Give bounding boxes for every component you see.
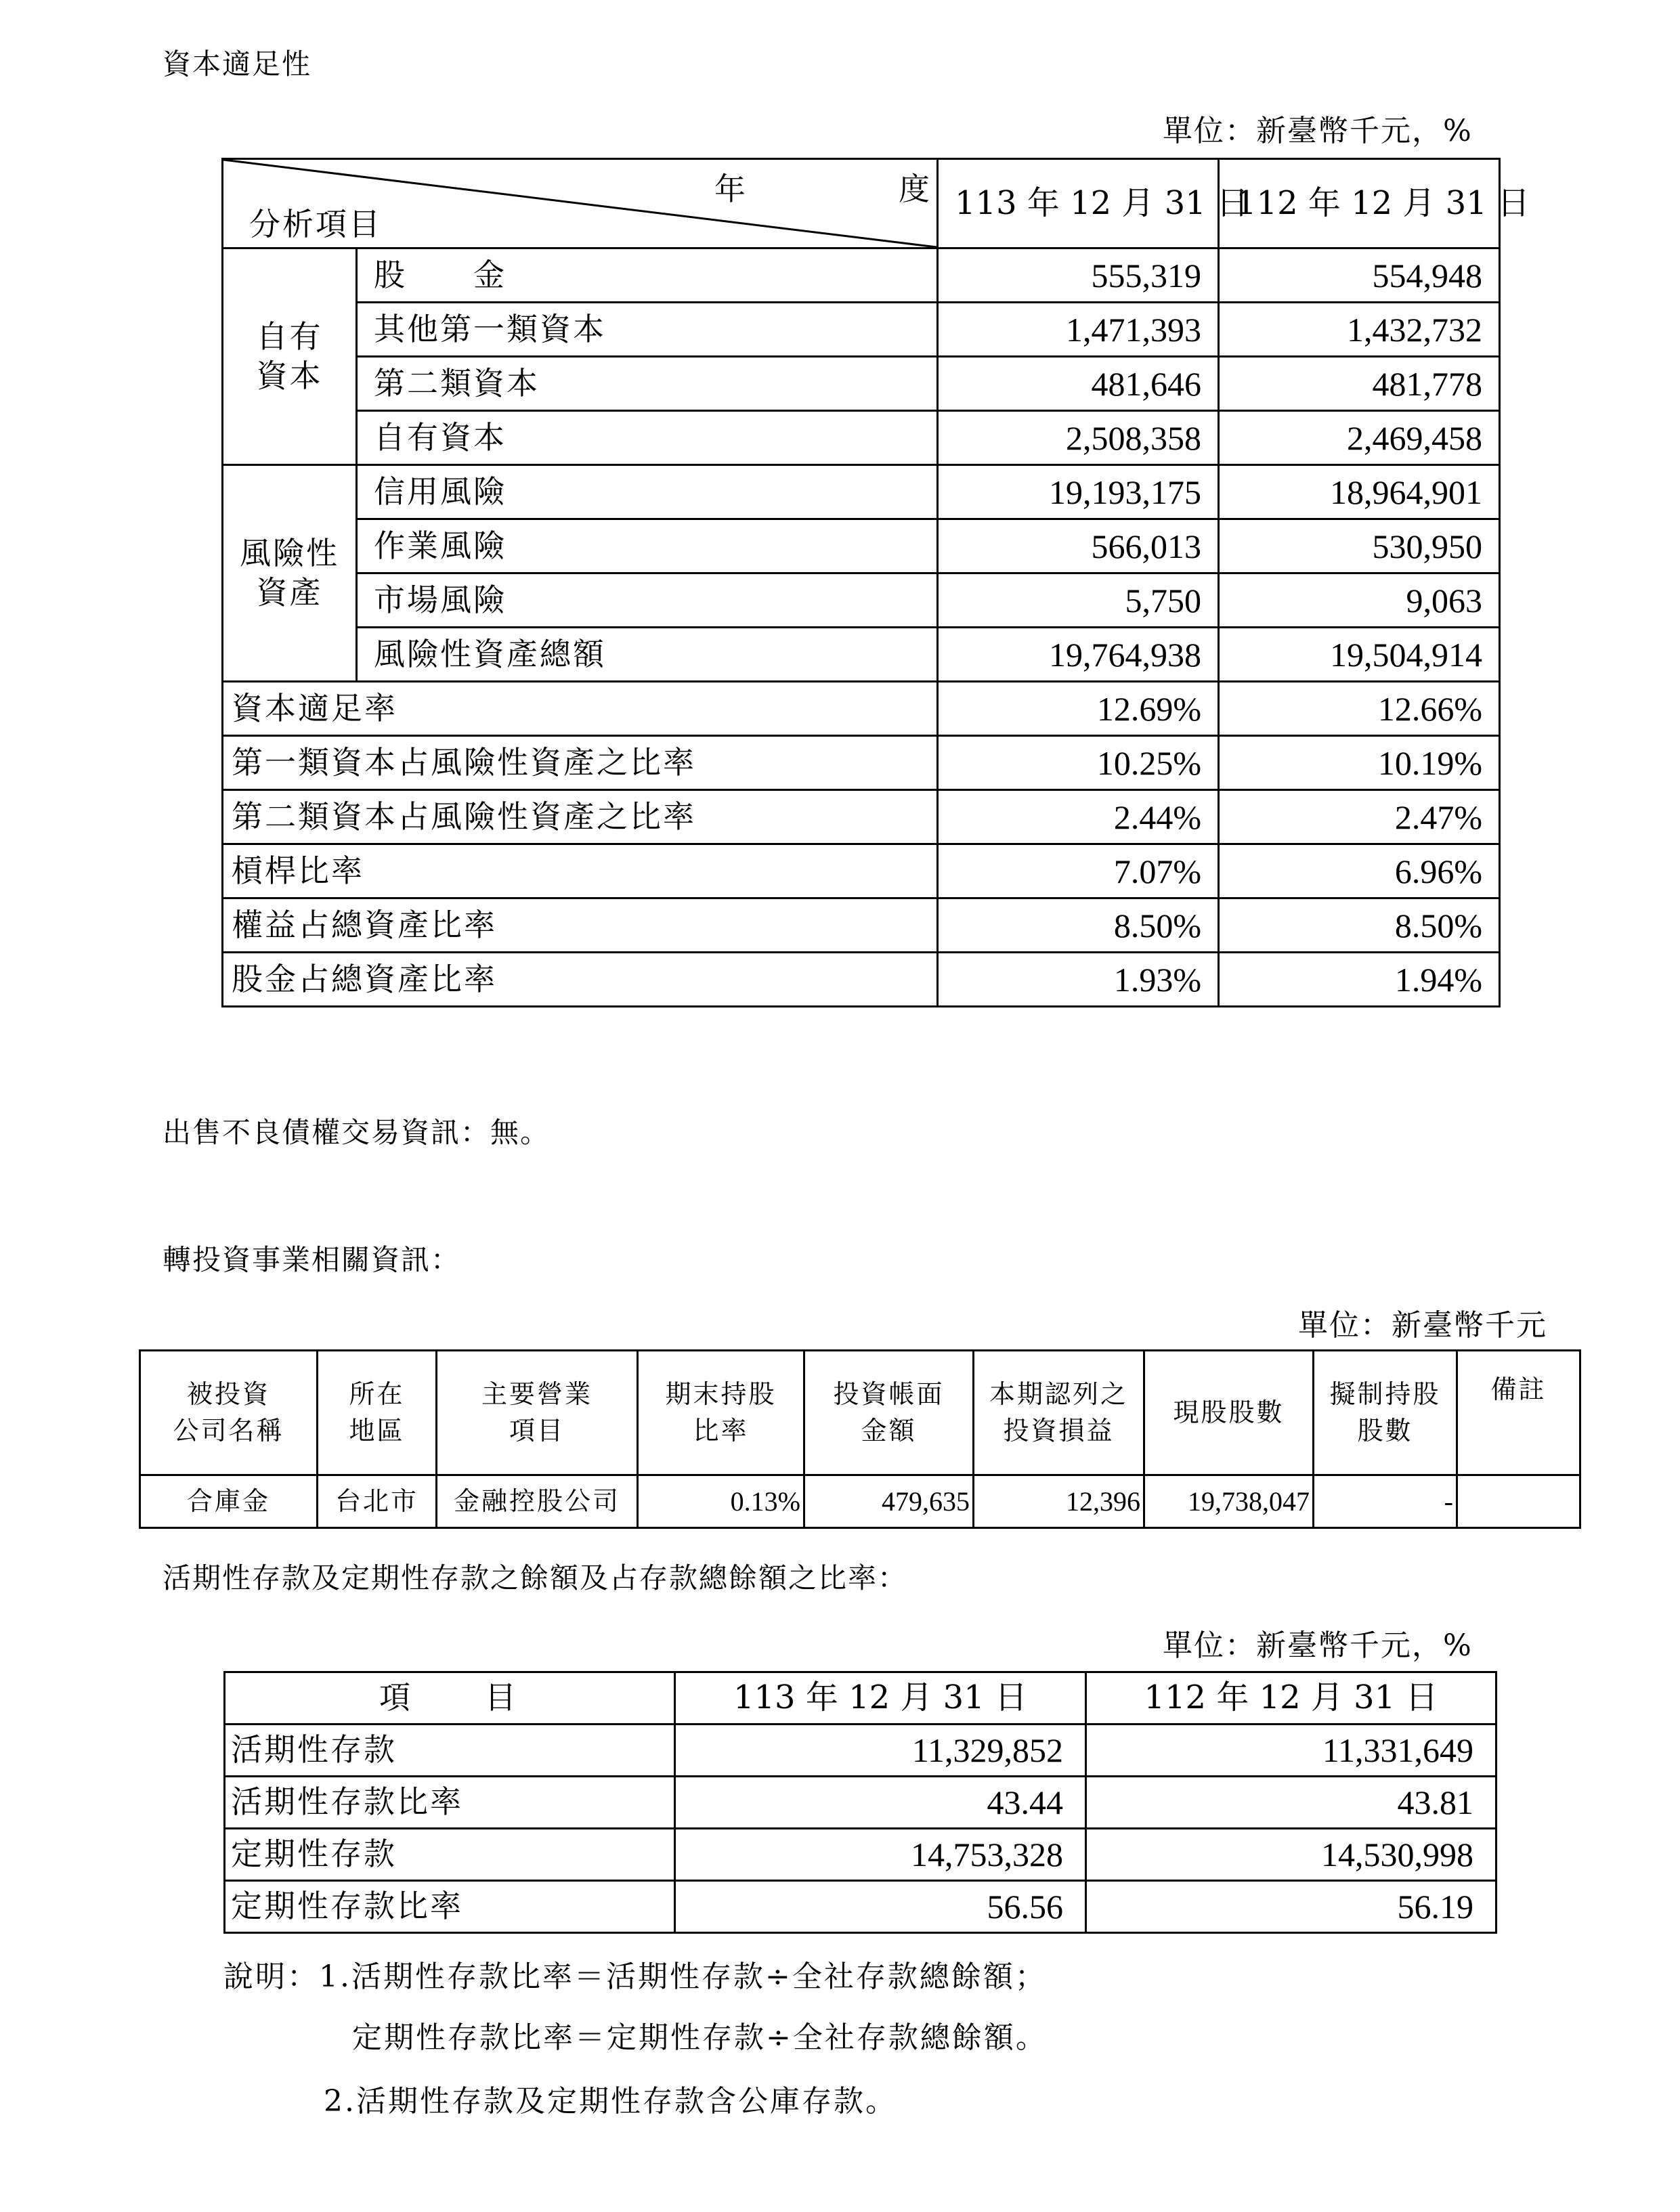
row-label: 自有資本 (357, 411, 938, 465)
value-113: 555,319 (938, 248, 1219, 303)
cell-business: 金融控股公司 (437, 1475, 638, 1528)
value-113: 5,750 (938, 573, 1219, 628)
investments-unit-label: 單位：新臺幣千元 (1298, 1308, 1547, 1343)
header-year-label: 年 度 (714, 171, 991, 207)
table-row (223, 411, 1500, 465)
cell-remark (1457, 1475, 1580, 1528)
value-113: 14,753,328 (675, 1829, 1086, 1881)
ratio-label: 第一類資本占風險性資產之比率 (223, 736, 938, 790)
value-113: 2.44% (938, 790, 1219, 844)
col-header-business: 主要營業 項目 (437, 1351, 638, 1475)
row-label: 定期性存款比率 (225, 1881, 675, 1933)
header-item-label: 分析項目 (249, 206, 382, 242)
cell-location: 台北市 (318, 1475, 437, 1528)
table-row (223, 573, 1500, 628)
group-risk-assets (223, 465, 357, 682)
table-row (223, 628, 1500, 682)
ratio-label: 權益占總資產比率 (223, 898, 938, 953)
cell-company: 合庫金 (140, 1475, 318, 1528)
cell-gain: 12,396 (974, 1475, 1144, 1528)
cell-ratio: 0.13% (638, 1475, 804, 1528)
value-113: 11,329,852 (675, 1725, 1086, 1777)
table-row (223, 465, 1500, 519)
group-label-line: 風險性 (240, 535, 339, 571)
value-112: 8.50% (1219, 898, 1500, 953)
row-label: 風險性資產總額 (357, 628, 938, 682)
table-row (223, 248, 1500, 303)
value-112: 56.19 (1086, 1881, 1496, 1933)
value-113: 7.07% (938, 844, 1219, 898)
value-112: 11,331,649 (1086, 1725, 1496, 1777)
value-112: 2.47% (1219, 790, 1500, 844)
header-col-113: 113 年 12 月 31 日 (938, 159, 1219, 248)
value-112: 43.81 (1086, 1777, 1496, 1829)
value-113: 2,508,358 (938, 411, 1219, 465)
value-113: 566,013 (938, 519, 1219, 573)
col-header-item: 項 目 (225, 1672, 675, 1725)
col-header-113: 113 年 12 月 31 日 (675, 1672, 1086, 1725)
header-row (225, 1672, 1496, 1725)
value-113: 43.44 (675, 1777, 1086, 1829)
capital-adequacy-heading: 資本適足性 (163, 47, 312, 81)
col-header-112: 112 年 12 月 31 日 (1086, 1672, 1496, 1725)
row-label: 第二類資本 (357, 357, 938, 411)
header-col-112: 112 年 12 月 31 日 (1219, 159, 1500, 248)
row-label: 活期性存款 (225, 1725, 675, 1777)
cell-pro-forma: - (1314, 1475, 1457, 1528)
col-header-gain: 本期認列之 投資損益 (974, 1351, 1144, 1475)
col-header-remark: 備註 (1457, 1351, 1580, 1475)
table-row (223, 953, 1500, 1007)
table-row (225, 1881, 1496, 1933)
npl-sale-text: 出售不良債權交易資訊：無。 (163, 1116, 551, 1149)
note-line-3: 2.活期性存款及定期性存款含公庫存款。 (324, 2084, 897, 2119)
value-112: 530,950 (1219, 519, 1500, 573)
deposits-unit-label: 單位：新臺幣千元，% (1163, 1628, 1473, 1663)
row-label: 活期性存款比率 (225, 1777, 675, 1829)
capital-unit-label: 單位：新臺幣千元，% (1163, 114, 1473, 148)
investments-table (139, 1349, 1581, 1529)
note-line-2: 定期性存款比率＝定期性存款÷全社存款總餘額。 (352, 2020, 1048, 2055)
row-label: 定期性存款 (225, 1829, 675, 1881)
value-113: 1,471,393 (938, 303, 1219, 357)
group-own-capital (223, 248, 357, 465)
cell-shares: 19,738,047 (1144, 1475, 1314, 1528)
header-diagonal-cell (223, 159, 991, 248)
value-112: 14,530,998 (1086, 1829, 1496, 1881)
group-label-line: 資本 (256, 357, 323, 394)
table-row (225, 1725, 1496, 1777)
col-header-pro-forma: 擬制持股 股數 (1314, 1351, 1457, 1475)
value-112: 6.96% (1219, 844, 1500, 898)
value-112: 10.19% (1219, 736, 1500, 790)
deposits-table (223, 1671, 1497, 1934)
row-label: 信用風險 (357, 465, 938, 519)
table-row (223, 303, 1500, 357)
note-line-1: 說明：1.活期性存款比率＝活期性存款÷全社存款總餘額； (223, 1959, 1047, 1994)
table-row (223, 844, 1500, 898)
group-label-line: 資產 (256, 573, 323, 611)
col-header-book-value: 投資帳面 金額 (804, 1351, 974, 1475)
table-row (140, 1475, 1580, 1528)
deposits-heading: 活期性存款及定期性存款之餘額及占存款總餘額之比率： (163, 1561, 908, 1595)
col-header-ratio: 期末持股 比率 (638, 1351, 804, 1475)
value-112: 1.94% (1219, 953, 1500, 1007)
row-label: 股 金 (357, 248, 938, 303)
cell-book-value: 479,635 (804, 1475, 974, 1528)
table-row (223, 898, 1500, 953)
value-112: 481,778 (1219, 357, 1500, 411)
value-112: 12.66% (1219, 682, 1500, 736)
value-113: 56.56 (675, 1881, 1086, 1933)
value-113: 10.25% (938, 736, 1219, 790)
value-112: 19,504,914 (1219, 628, 1500, 682)
table-row (223, 790, 1500, 844)
value-113: 481,646 (938, 357, 1219, 411)
value-113: 8.50% (938, 898, 1219, 953)
header-row (140, 1351, 1580, 1475)
col-header-location: 所在 地區 (318, 1351, 437, 1475)
row-label: 其他第一類資本 (357, 303, 938, 357)
group-label-line: 自有 (256, 318, 323, 355)
table-row (225, 1829, 1496, 1881)
value-113: 1.93% (938, 953, 1219, 1007)
value-113: 19,193,175 (938, 465, 1219, 519)
col-header-shares: 現股股數 (1144, 1351, 1314, 1475)
value-112: 1,432,732 (1219, 303, 1500, 357)
value-112: 2,469,458 (1219, 411, 1500, 465)
value-113: 19,764,938 (938, 628, 1219, 682)
row-label: 作業風險 (357, 519, 938, 573)
ratio-label: 第二類資本占風險性資產之比率 (223, 790, 938, 844)
table-row (223, 357, 1500, 411)
table-row (223, 682, 1500, 736)
table-row (225, 1777, 1496, 1829)
capital-adequacy-table (221, 158, 1530, 1007)
investments-heading: 轉投資事業相關資訊： (163, 1243, 461, 1276)
ratio-label: 槓桿比率 (223, 844, 938, 898)
value-112: 554,948 (1219, 248, 1500, 303)
table-row (223, 519, 1500, 573)
value-112: 9,063 (1219, 573, 1500, 628)
ratio-label: 資本適足率 (223, 682, 938, 736)
ratio-label: 股金占總資產比率 (223, 953, 938, 1007)
row-label: 市場風險 (357, 573, 938, 628)
col-header-company: 被投資 公司名稱 (140, 1351, 318, 1475)
value-112: 18,964,901 (1219, 465, 1500, 519)
table-row (223, 736, 1500, 790)
value-113: 12.69% (938, 682, 1219, 736)
